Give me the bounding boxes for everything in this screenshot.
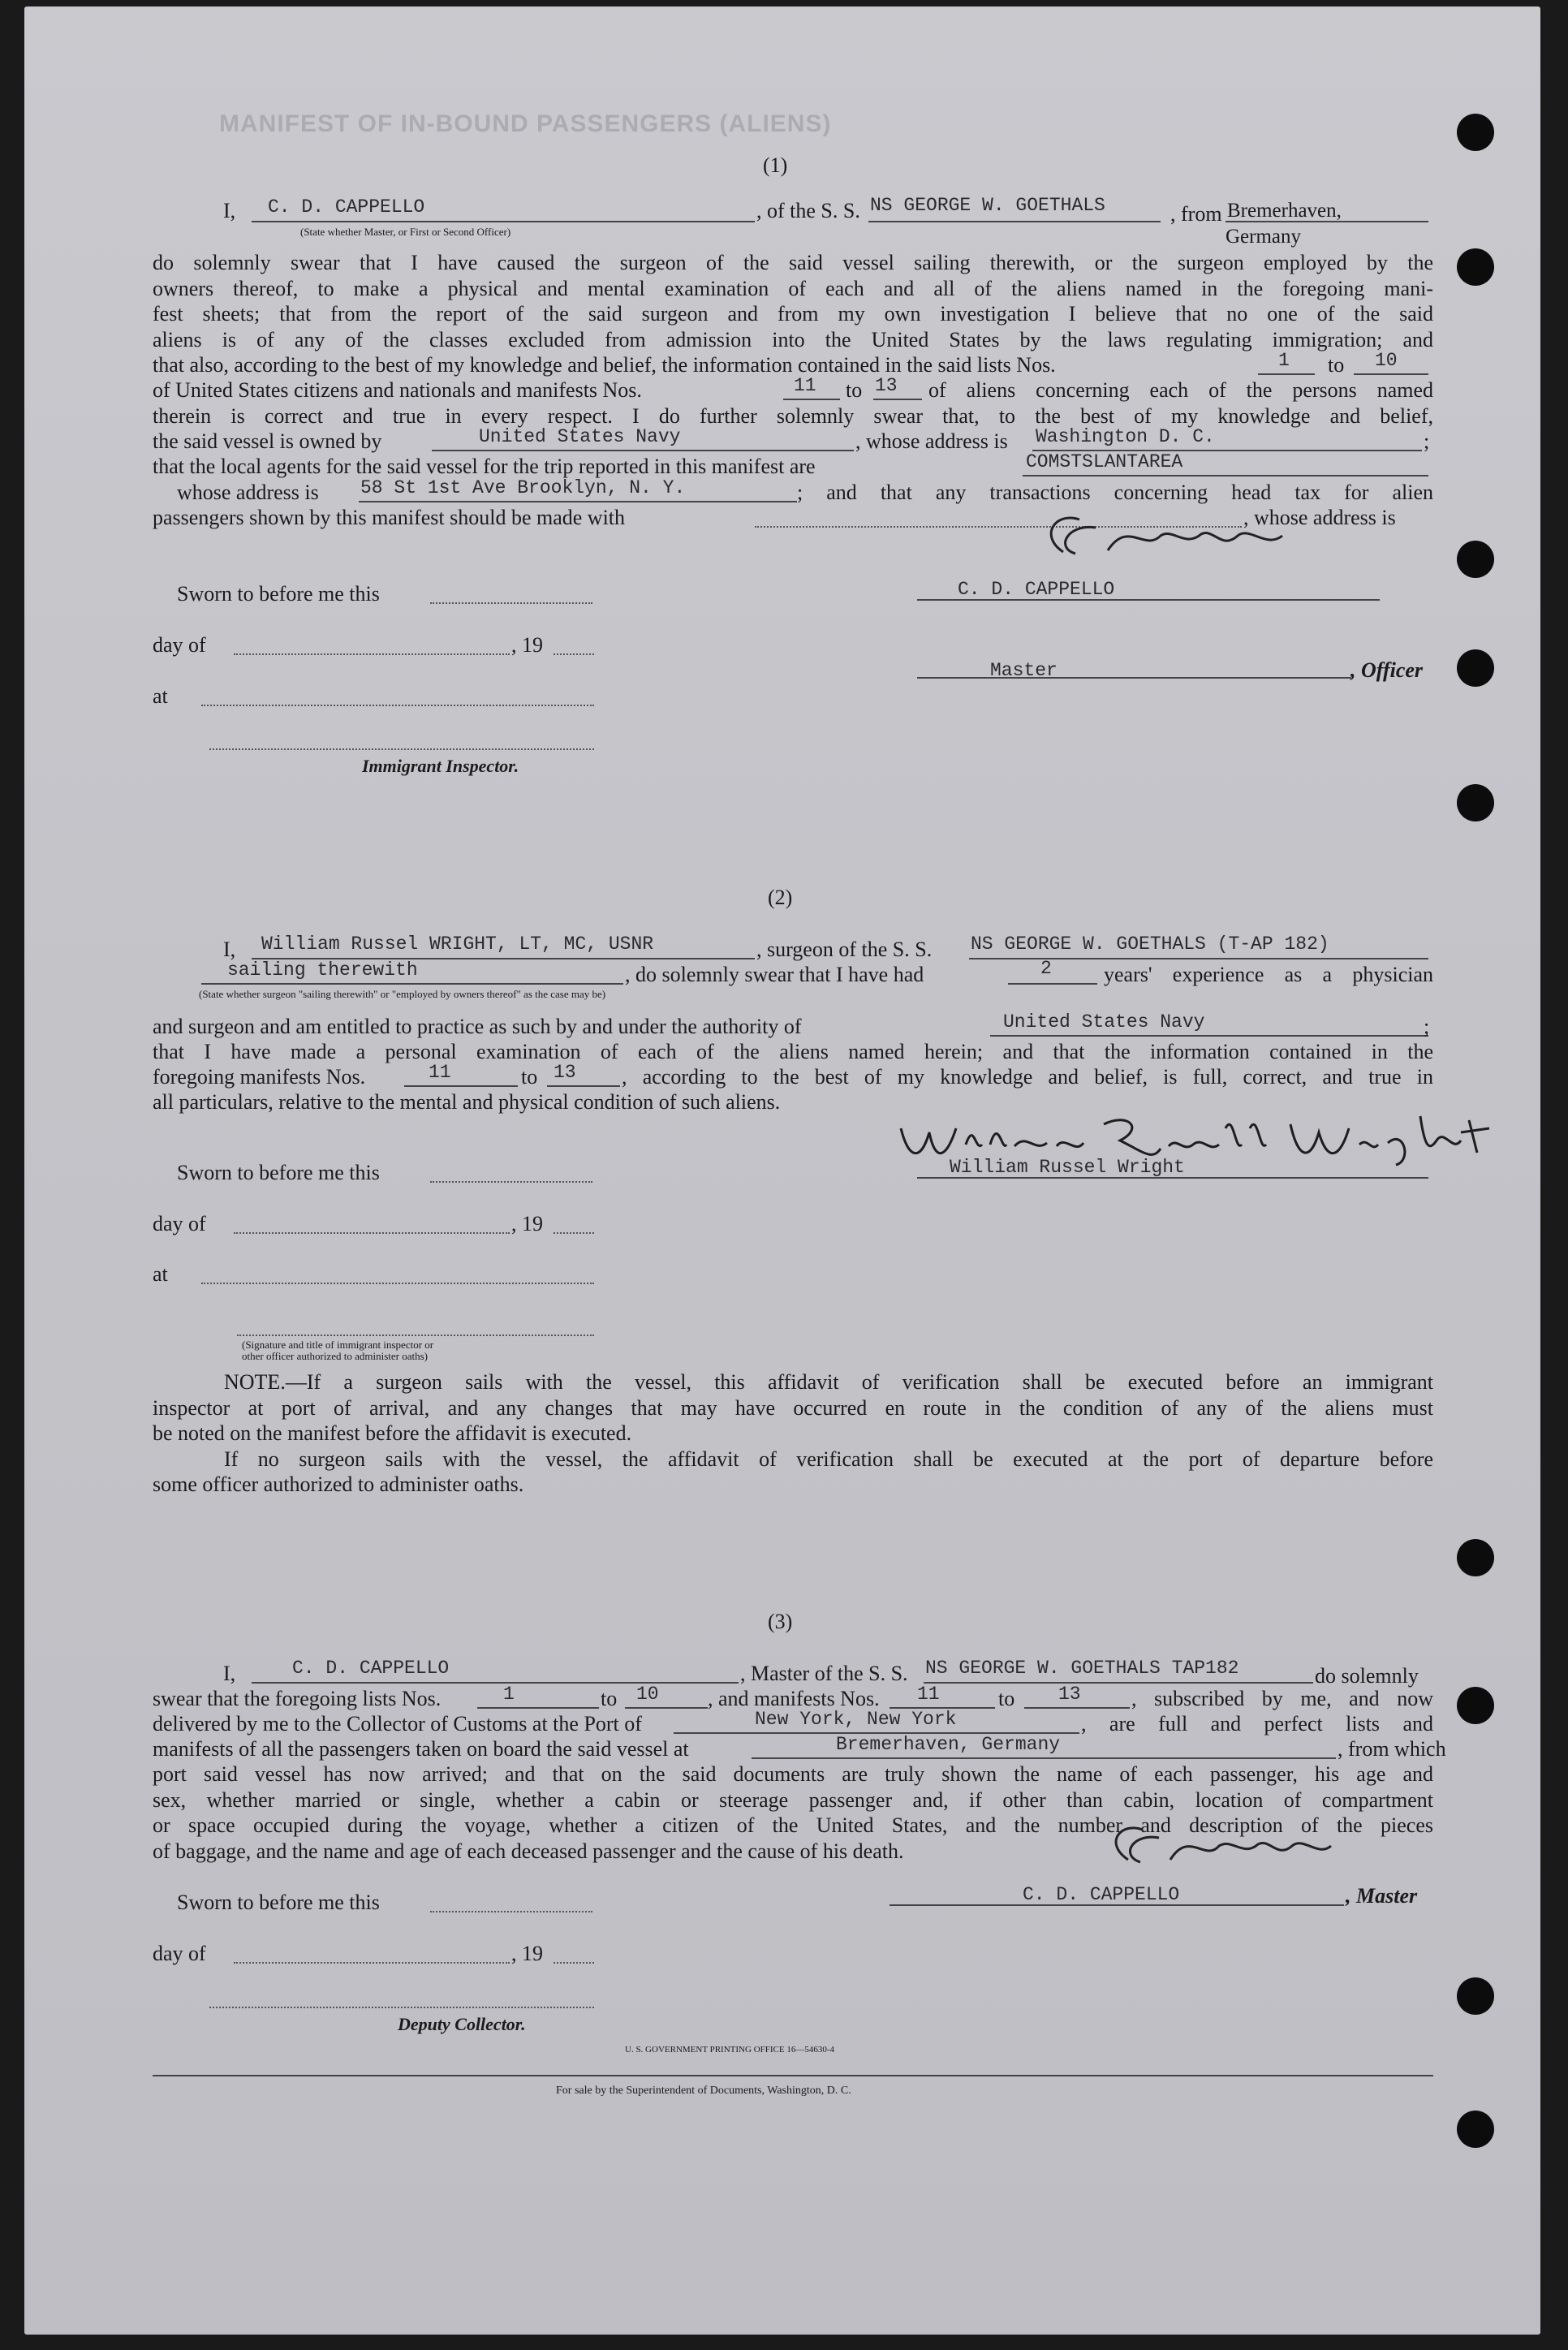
binder-hole-6 xyxy=(1457,1539,1494,1576)
for-sale-note: For sale by the Superintendent of Documents, Washington, D. C. xyxy=(556,2085,851,2097)
binder-hole-1 xyxy=(1457,114,1494,151)
surgeon-signature-rule xyxy=(917,1177,1428,1179)
foregoing-text: foregoing manifests Nos. xyxy=(153,1065,366,1089)
solemnly-text: do solemnly xyxy=(1315,1664,1419,1688)
master-label: , Master xyxy=(1346,1884,1418,1908)
officer-name: C. D. CAPPELLO xyxy=(268,196,425,218)
nineteen-text-3: , 19 xyxy=(511,1942,543,1965)
note-line-2: inspector at port of arrival, and any changes that may have occurred en route in the condition of any of the aliens must xyxy=(153,1395,1433,1420)
sworn-text-3: Sworn to before me this xyxy=(177,1891,380,1914)
from-which-text: , from which xyxy=(1338,1737,1446,1761)
binder-hole-9 xyxy=(1457,2111,1494,2148)
surgeon-manifests-from-rule xyxy=(404,1085,518,1087)
lists-to: 10 xyxy=(1375,350,1398,371)
from-country: Germany xyxy=(1226,226,1302,248)
master-signature-typed-3: C. D. CAPPELLO xyxy=(1023,1884,1180,1905)
master-title-1: Master xyxy=(990,660,1058,681)
immigrant-inspector: Immigrant Inspector. xyxy=(362,756,519,776)
years-experience-text: years' experience as a physician xyxy=(1104,963,1433,986)
day-of-text-1: day of xyxy=(153,633,206,657)
master-name-rule-3 xyxy=(252,1682,739,1684)
pronoun-i-2: I, xyxy=(223,938,236,961)
agents-address-rule xyxy=(359,501,797,502)
semicolon-2: ; xyxy=(1424,1015,1430,1038)
footer-rule xyxy=(153,2075,1433,2076)
at-text-1: at xyxy=(153,684,168,708)
sworn-rule-1 xyxy=(430,602,592,604)
binder-hole-5 xyxy=(1457,784,1494,821)
passengers-text: passengers shown by this manifest should be made with xyxy=(153,506,626,529)
surgeon-ship: NS GEORGE W. GOETHALS (T-AP 182) xyxy=(971,934,1329,955)
officer-label: , Officer xyxy=(1350,658,1424,682)
binder-hole-3 xyxy=(1457,541,1494,578)
swear-lists-text: swear that the foregoing lists Nos. xyxy=(153,1687,442,1710)
section-1-line-2: owners thereof, to make a physical and mental examination of each and all of the aliens named in the foregoing mani- xyxy=(153,276,1433,300)
lists-to-rule xyxy=(1354,373,1428,375)
manifests-all-text: manifests of all the passengers taken on board the said vessel at xyxy=(153,1737,689,1761)
section-1-line-3: fest sheets; that from the report of the said surgeon and from my own investigation I believe that no one of the said xyxy=(153,302,1433,326)
departure: Bremerhaven, Germany xyxy=(836,1734,1061,1755)
section-3-line-3: or space occupied during the voyage, whether a citizen of the United States, and the number and description of the pieces xyxy=(153,1813,1433,1837)
sworn-text-2: Sworn to before me this xyxy=(177,1161,380,1184)
year-rule-1 xyxy=(554,653,594,655)
years-experience: 2 xyxy=(1040,958,1052,979)
sworn-text-1: Sworn to before me this xyxy=(177,582,380,606)
year-rule-3 xyxy=(554,1962,594,1964)
signature-rule-1 xyxy=(917,599,1380,601)
agents-address-text: whose address is xyxy=(177,481,319,504)
surgeon-name: William Russel WRIGHT, LT, MC, USNR xyxy=(261,934,654,955)
pronoun-i-3: I, xyxy=(223,1662,236,1685)
binder-hole-2 xyxy=(1457,248,1494,286)
deputy-collector: Deputy Collector. xyxy=(398,2014,526,2034)
owned-by-rule xyxy=(432,450,854,451)
surgeon-manifests-to: 13 xyxy=(554,1062,576,1083)
surgeon-manifests-to-text: to xyxy=(521,1065,538,1089)
surgeon-manifests-to-rule xyxy=(547,1085,620,1087)
day-of-rule-3 xyxy=(234,1962,510,1964)
manifests-from: 11 xyxy=(794,375,816,396)
officer-caption-2a: (Signature and title of immigrant inspector or xyxy=(242,1339,434,1351)
surgeon-signature-typed: William Russel Wright xyxy=(950,1157,1185,1178)
full-lists-text: , are full and perfect lists and xyxy=(1081,1712,1433,1736)
officer-caption-2b: other officer authorized to administer oaths) xyxy=(242,1350,428,1362)
master-signature-3 xyxy=(1096,1815,1339,1880)
agents-rule xyxy=(1023,475,1428,476)
manifests-line-pre: of United States citizens and nationals and manifests Nos. xyxy=(153,378,642,402)
particulars-line: all particulars, relative to the mental and physical condition of such aliens. xyxy=(153,1090,781,1114)
lists-from-3: 1 xyxy=(503,1684,515,1705)
authority-rule xyxy=(990,1035,1428,1037)
note-line-3: be noted on the manifest before the affidavit is executed. xyxy=(153,1421,632,1445)
lists-to-text: to xyxy=(1328,353,1345,377)
nineteen-text-2: , 19 xyxy=(511,1212,543,1235)
title-rule-1 xyxy=(917,677,1351,679)
years-rule xyxy=(1008,983,1097,985)
note-line-4: If no surgeon sails with the vessel, the affidavit of verification shall be executed at the port of departure before xyxy=(224,1447,1433,1471)
binder-hole-4 xyxy=(1457,649,1494,687)
ship-name-3: NS GEORGE W. GOETHALS TAP182 xyxy=(925,1658,1239,1679)
foregoing-post-text: , according to the best of my knowledge and belief, is full, correct, and true in xyxy=(622,1065,1433,1089)
authority-text: and surgeon and am entitled to practice as such by and under the authority of xyxy=(153,1015,802,1038)
year-rule-2 xyxy=(554,1232,594,1234)
master-signature-1 xyxy=(1031,503,1307,576)
from-text: , from xyxy=(1170,202,1222,226)
section-3-line-4: of baggage, and the name and age of each deceased passenger and the cause of his death. xyxy=(153,1839,904,1863)
binder-hole-8 xyxy=(1457,1977,1494,2015)
lists-line-text: that also, according to the best of my knowledge and belief, the information contained in the said lists Nos. xyxy=(153,353,1056,377)
owner-address: Washington D. C. xyxy=(1036,426,1215,447)
sailing-rule xyxy=(201,983,623,985)
day-of-text-2: day of xyxy=(153,1212,206,1235)
ship-name-rule xyxy=(868,221,1161,222)
master-signature-typed-1: C. D. CAPPELLO xyxy=(958,579,1115,600)
section-3-line-2: sex, whether married or single, whether a cabin or steerage passenger and, if other than cabin, location of compartment xyxy=(153,1787,1433,1812)
day-of-text-3: day of xyxy=(153,1942,206,1965)
binder-hole-7 xyxy=(1457,1687,1494,1724)
lists-from-rule-3 xyxy=(477,1707,599,1709)
subscribed-text: , subscribed by me, and now xyxy=(1131,1687,1433,1710)
ship-name-rule-3 xyxy=(924,1682,1313,1684)
inspector-rule-1 xyxy=(209,748,594,750)
lists-to-3: 10 xyxy=(636,1684,659,1705)
section-1-line-4: aliens is of any of the classes excluded from admission into the United States by the laws regulating immigration; and xyxy=(153,327,1433,351)
form-page xyxy=(24,6,1540,2335)
whose-address-end: , whose address is xyxy=(1243,506,1396,529)
agents: COMSTSLANTAREA xyxy=(1026,451,1183,472)
manifests-from-3: 11 xyxy=(917,1684,940,1705)
sworn-rule-3 xyxy=(430,1911,592,1912)
departure-rule xyxy=(752,1757,1336,1759)
surgeon-ship-rule xyxy=(969,958,1428,959)
sworn-rule-2 xyxy=(430,1181,592,1183)
examination-line: that I have made a personal examination of each of the aliens named herein; and that the information contained in the xyxy=(153,1040,1433,1063)
section-1-number: (1) xyxy=(763,153,788,177)
at-rule-2 xyxy=(201,1283,594,1284)
ship-name: NS GEORGE W. GOETHALS xyxy=(870,195,1105,216)
officer-name-rule xyxy=(252,221,755,222)
surgeon-caption: (State whether surgeon "sailing therewith" or "employed by owners thereof" as the case may be) xyxy=(199,988,606,1000)
section-2-number: (2) xyxy=(768,886,793,909)
collector-rule xyxy=(209,2007,594,2008)
officer-sign-rule-2 xyxy=(237,1335,594,1336)
therein-line: therein is correct and true in every respect. I do further solemnly swear that, to the best of my knowledge and belief, xyxy=(153,404,1433,428)
section-3-number: (3) xyxy=(768,1610,793,1633)
surgeon-of-text: , surgeon of the S. S. xyxy=(756,938,933,961)
lists-to-text-3: to xyxy=(601,1687,618,1710)
surgeon-manifests-from: 11 xyxy=(429,1062,451,1083)
of-the-ss-text: , of the S. S. xyxy=(756,199,860,222)
section-1-body xyxy=(153,250,1433,352)
port: New York, New York xyxy=(755,1709,957,1730)
note-line-5: some officer authorized to administer oaths. xyxy=(153,1473,524,1496)
section-1-line-1: do solemnly swear that I have caused the surgeon of the said vessel sailing therewith, or the surgeon employed by the xyxy=(153,251,1433,274)
day-of-rule-1 xyxy=(234,653,510,655)
owned-by-text: the said vessel is owned by xyxy=(153,429,382,453)
lists-to-rule-3 xyxy=(625,1707,708,1709)
manifests-to-text: to xyxy=(846,378,863,402)
manifests-to: 13 xyxy=(875,375,898,396)
semicolon-1: ; xyxy=(1424,429,1430,453)
manifests-to-rule xyxy=(873,399,922,400)
and-manifests-text: , and manifests Nos. xyxy=(708,1687,880,1710)
owned-by: United States Navy xyxy=(479,426,681,447)
nineteen-text-1: , 19 xyxy=(511,633,543,657)
pronoun-i: I, xyxy=(223,199,236,222)
manifests-line-post: of aliens concerning each of the persons named xyxy=(928,378,1433,402)
sailing-therewith: sailing therewith xyxy=(227,959,418,981)
day-of-rule-2 xyxy=(234,1232,510,1234)
owner-address-text: , whose address is xyxy=(855,429,1008,453)
note-block xyxy=(153,1369,1433,1498)
authority: United States Navy xyxy=(1003,1011,1205,1033)
delivered-text: delivered by me to the Collector of Customs at the Port of xyxy=(153,1712,642,1736)
signature-rule-3 xyxy=(890,1904,1344,1906)
agents-text: that the local agents for the said vessel for the trip reported in this manifest are xyxy=(153,455,816,478)
bleed-through-header: MANIFEST OF IN-BOUND PASSENGERS (ALIENS) xyxy=(219,110,832,137)
note-line-1: NOTE.—If a surgeon sails with the vessel, this affidavit of verification shall be executed before an immigrant xyxy=(224,1370,1433,1394)
officer-caption: (State whether Master, or First or Second Officer) xyxy=(300,226,511,238)
at-rule-1 xyxy=(201,705,594,706)
agents-address: 58 St 1st Ave Brooklyn, N. Y. xyxy=(360,477,686,498)
from-port: Bremerhaven, xyxy=(1227,200,1342,222)
manifests-from-rule xyxy=(783,399,840,400)
manifests-to-text-3: to xyxy=(998,1687,1015,1710)
section-3-line-1: port said vessel has now arrived; and that on the said documents are truly shown the name of each passenger, his age and xyxy=(153,1762,1433,1786)
master-of-text: , Master of the S. S. xyxy=(740,1662,908,1685)
swear-had-text: , do solemnly swear that I have had xyxy=(625,963,924,986)
master-name-3: C. D. CAPPELLO xyxy=(292,1658,450,1679)
manifests-to-3: 13 xyxy=(1058,1684,1081,1705)
lists-from: 1 xyxy=(1278,350,1290,371)
at-text-2: at xyxy=(153,1262,168,1286)
lists-from-rule xyxy=(1258,373,1315,375)
printing-office: U. S. GOVERNMENT PRINTING OFFICE 16—54630-4 xyxy=(625,2045,835,2055)
manifests-to-rule-3 xyxy=(1024,1707,1130,1709)
head-tax-text: ; and that any transactions concerning head tax for alien xyxy=(797,481,1433,504)
